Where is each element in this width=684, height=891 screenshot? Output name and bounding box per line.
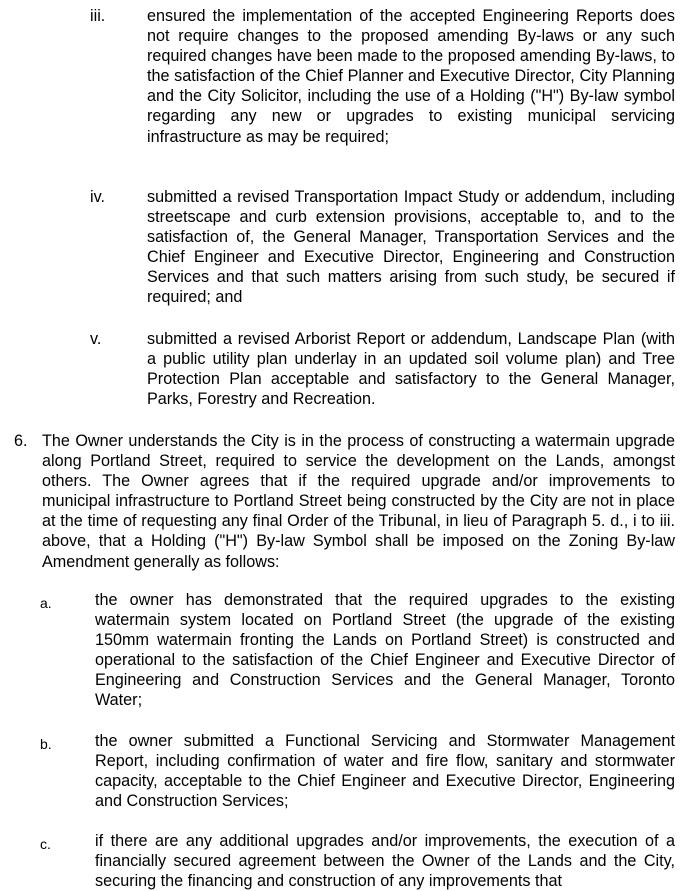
list-marker: iv. (90, 188, 105, 206)
list-item-text: submitted a revised Transportation Impact Study or addendum, including streetscape and curb extension provisions, acceptable to, and to the satisfaction of, the General Manager, Transportation Services and the Chief Engineer and Executive Director, Engineering and Construction Services and that such matters arising from such study, be secured if required; and (147, 188, 675, 307)
list-item-text: the owner submitted a Functional Servicing and Stormwater Management Report, including confirmation of water and fire flow, sanitary and stormwater capacity, acceptable to the Chief Engineer and Executive Director, Engineering and Construction Services; (95, 732, 675, 811)
list-item-text: ensured the implementation of the accepted Engineering Reports does not require changes to the proposed amending By-laws or any such required changes have been made to the proposed amending By-laws, to the satisfaction of the Chief Planner and Executive Director, City Planning and the City Solicitor, including the use of a Holding ("H") By-law symbol regarding any new or upgrades to existing municipal servicing infrastructure as may be required; (147, 7, 675, 146)
list-marker: iii. (90, 7, 106, 25)
list-item-text: if there are any additional upgrades and/or improvements, the execution of a financially secured agreement between the Owner of the Lands and the City, securing the financing and construction of any improvements that (95, 832, 675, 891)
list-item-text: submitted a revised Arborist Report or addendum, Landscape Plan (with a public utility plan underlay in an updated soil volume plan) and Tree Protection Plan acceptable and satisfactory to the General Manager, Parks, Forestry and Recreation. (147, 330, 675, 409)
list-marker: c. (40, 836, 51, 852)
list-marker: v. (90, 330, 102, 348)
list-marker: b. (40, 736, 52, 752)
paragraph-text: The Owner understands the City is in the process of constructing a watermain upgrade along Portland Street, required to service the development on the Lands, amongst others. The Owner agrees that if the required upgrade and/or improvements to municipal infrastructure to Portland Street being constructed by the City are not in place at the time of requesting any final Order of the Tribunal, in lieu of Paragraph 5. d., i to iii. above, that a Holding ("H") By-law Symbol shall be imposed on the Zoning By-law Amendment generally as follows: (42, 432, 675, 571)
list-item-text: the owner has demonstrated that the required upgrades to the existing watermain system located on Portland Street (the upgrade of the existing 150mm watermain fronting the Lands on Portland Street) is constructed and operational to the satisfaction of the Chief Engineer and Executive Director of Engineering and Construction Services and the General Manager, Toronto Water; (95, 591, 675, 710)
list-marker: a. (40, 595, 52, 611)
paragraph-number: 6. (14, 432, 28, 450)
